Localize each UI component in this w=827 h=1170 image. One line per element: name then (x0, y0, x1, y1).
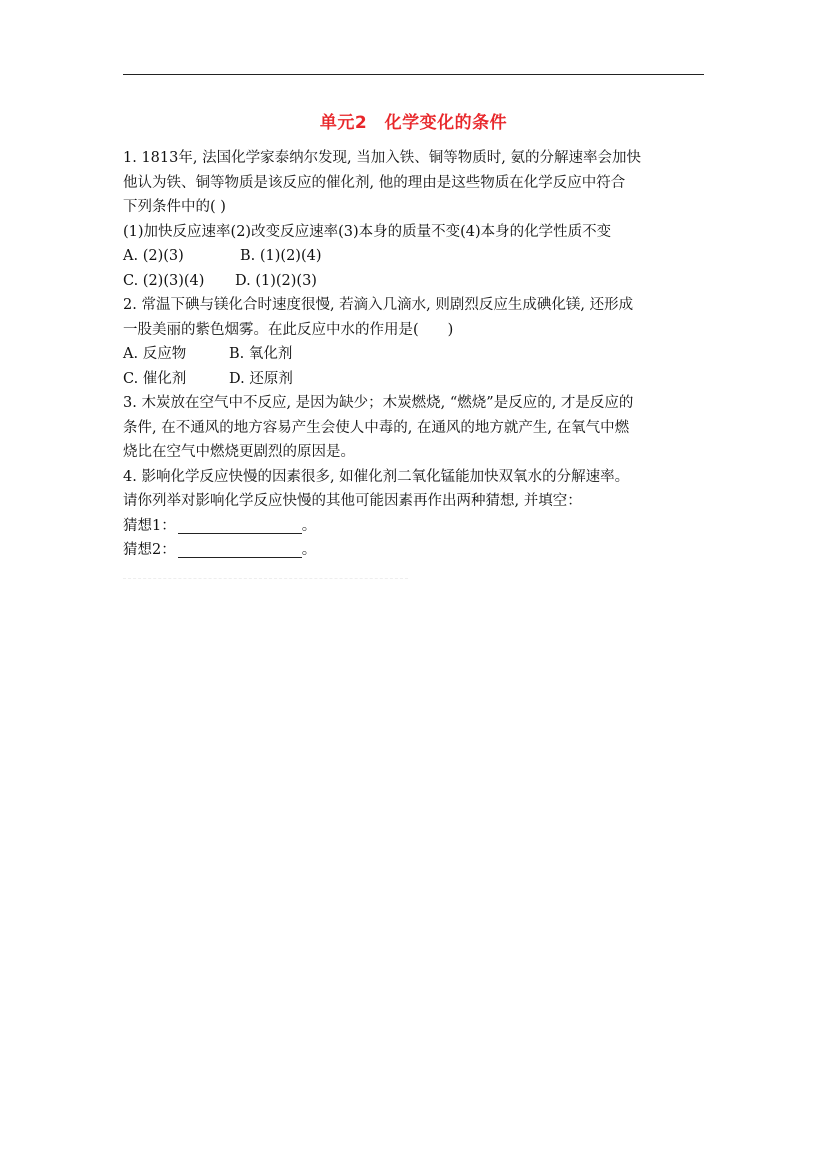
option-a: A. (2)(3) (123, 248, 184, 264)
option-d: D. 还原剂 (229, 370, 293, 387)
question-4 (123, 465, 709, 563)
question-3 (123, 391, 709, 465)
option-b: B. 氧化剂 (229, 346, 293, 362)
faint-divider (123, 578, 408, 579)
option-d: D. (1)(2)(3) (235, 272, 317, 289)
question-3-line-2: 条件, 在不通风的地方容易产生会使人中毒的, 在通风的地方就产生, 在氧气中燃 (123, 419, 630, 436)
question-2-line-2: 一股美丽的紫色烟雾。在此反应中水的作用是( ) (123, 321, 454, 338)
question-1-line-1: 1. 1813年, 法国化学家泰纳尔发现, 当加入铁、铜等物质时, 氨的分解速率会加快 (123, 150, 641, 166)
question-1-line-2: 他认为铁、铜等物质是该反应的催化剂, 他的理由是这些物质在化学反应中符合 (123, 174, 626, 191)
question-3-line-3: 烧比在空气中燃烧更剧烈的原因是。 (123, 444, 355, 460)
worksheet-body (123, 146, 709, 563)
guess-2-row (123, 538, 709, 563)
question-3-line-1: 3. 木炭放在空气中不反应, 是因为缺少；木炭燃烧, “燃烧”是反应的, 才是反应的 (123, 395, 634, 411)
question-1-options-row-1 (123, 244, 709, 269)
guess-1-row (123, 514, 709, 539)
option-a: A. 反应物 (123, 346, 187, 362)
question-2-options-row-1 (123, 342, 709, 367)
question-1-options-row-2 (123, 269, 709, 294)
question-4-line-1: 4. 影响化学反应快慢的因素很多, 如催化剂二氧化锰能加快双氧水的分解速率。 (123, 468, 630, 485)
option-c: C. 催化剂 (123, 370, 187, 387)
guess-2-label: 猜想2： (123, 542, 176, 558)
page-title: 单元2 化学变化的条件 (319, 113, 508, 133)
question-4-line-2: 请你列举对影响化学反应快慢的其他可能因素再作出两种猜想, 并填空： (123, 493, 582, 509)
guess-1-blank[interactable] (178, 517, 302, 534)
header-rule (123, 74, 704, 75)
guess-1-end-mark: 。 (301, 517, 317, 534)
question-1-line-3: 下列条件中的( ) (123, 199, 226, 215)
guess-1-label: 猜想1： (123, 517, 176, 534)
question-2-line-1: 2. 常温下碘与镁化合时速度很慢, 若滴入几滴水, 则剧烈反应生成碘化镁, 还形成 (123, 297, 634, 313)
option-b: B. (1)(2)(4) (240, 248, 322, 264)
option-c: C. (2)(3)(4) (123, 272, 205, 289)
guess-2-blank[interactable] (178, 541, 302, 558)
question-1-conditions: (1)加快反应速率(2)改变反应速率(3)本身的质量不变(4)本身的化学性质不变 (123, 223, 612, 240)
question-2 (123, 293, 709, 391)
guess-2-end-mark: 。 (301, 542, 317, 558)
question-1 (123, 146, 709, 293)
question-2-options-row-2 (123, 367, 709, 392)
